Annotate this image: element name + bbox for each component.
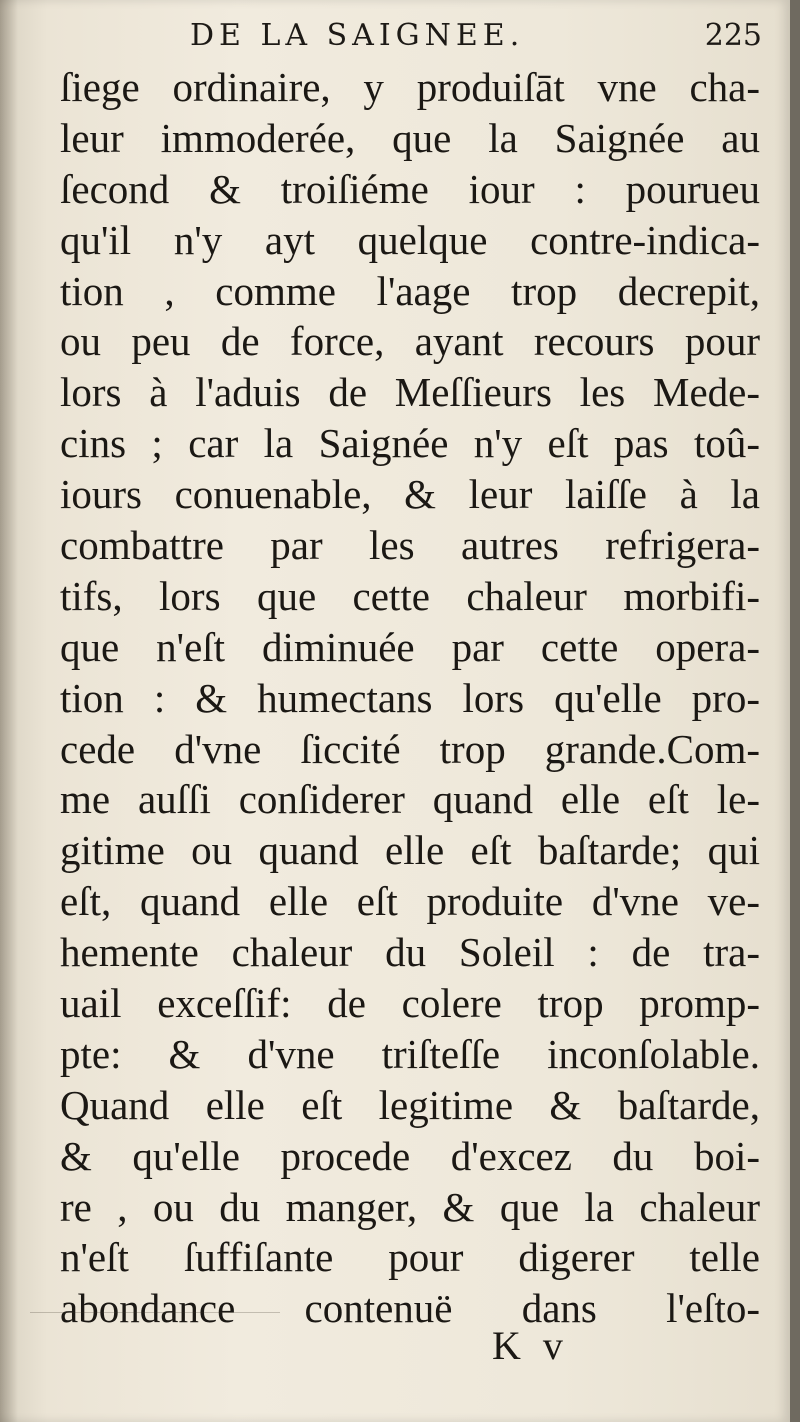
text-line: que n'eſt diminuée par cette opera- xyxy=(60,623,760,670)
running-title: DE LA SAIGNEE. xyxy=(190,18,525,53)
bottom-rule xyxy=(30,1312,280,1313)
text-line: combattre par les autres refrigera- xyxy=(60,522,760,569)
text-line: eſt, quand elle eſt produite d'vne ve- xyxy=(60,878,760,925)
page-header xyxy=(190,14,770,54)
text-line: n'eſt ſuffiſante pour digerer telle xyxy=(60,1234,760,1281)
text-line: cede d'vne ſiccité trop grande.Com- xyxy=(60,725,760,772)
text-line: tion : & humectans lors qu'elle pro- xyxy=(60,674,760,721)
body-text xyxy=(60,62,760,1334)
text-line: ſiege ordinaire, y produiſāt vne cha- xyxy=(60,64,760,110)
text-line: ou peu de force, ayant recours pour xyxy=(60,318,760,365)
text-line: gitime ou quand elle eſt baſtarde; qui xyxy=(60,827,760,874)
text-line: abondance contenuë dans l'eſto- xyxy=(60,1285,760,1332)
page-number: 225 xyxy=(704,18,762,53)
text-line: Quand elle eſt legitime & baſtarde, xyxy=(60,1081,760,1128)
text-line: leur immoderée, que la Saignée au xyxy=(60,114,760,161)
text-line: qu'il n'y ayt quelque contre-indica- xyxy=(60,216,760,263)
text-line: tifs, lors que cette chaleur morbifi- xyxy=(60,572,760,619)
text-line: cins ; car la Saignée n'y eſt pas toû- xyxy=(60,420,760,467)
text-line: & qu'elle procede d'excez du boi- xyxy=(60,1132,760,1179)
page-gutter-shadow xyxy=(0,0,18,1422)
text-line: ſecond & troiſiéme iour : pourueu xyxy=(60,165,760,212)
text-line: uail exceſſif: de colere trop promp- xyxy=(60,980,760,1027)
signature-mark: K v xyxy=(492,1323,569,1368)
text-line: re , ou du manger, & que la chaleur xyxy=(60,1183,760,1230)
text-line: pte: & d'vne triſteſſe inconſolable. xyxy=(60,1030,760,1077)
text-line: me auſſi conſiderer quand elle eſt le- xyxy=(60,776,760,823)
text-line: lors à l'aduis de Meſſieurs les Mede- xyxy=(60,369,760,416)
text-line: iours conuenable, & leur laiſſe à la xyxy=(60,471,760,518)
text-line: hemente chaleur du Soleil : de tra- xyxy=(60,929,760,976)
text-line: tion , comme l'aage trop decrepit, xyxy=(60,267,760,314)
